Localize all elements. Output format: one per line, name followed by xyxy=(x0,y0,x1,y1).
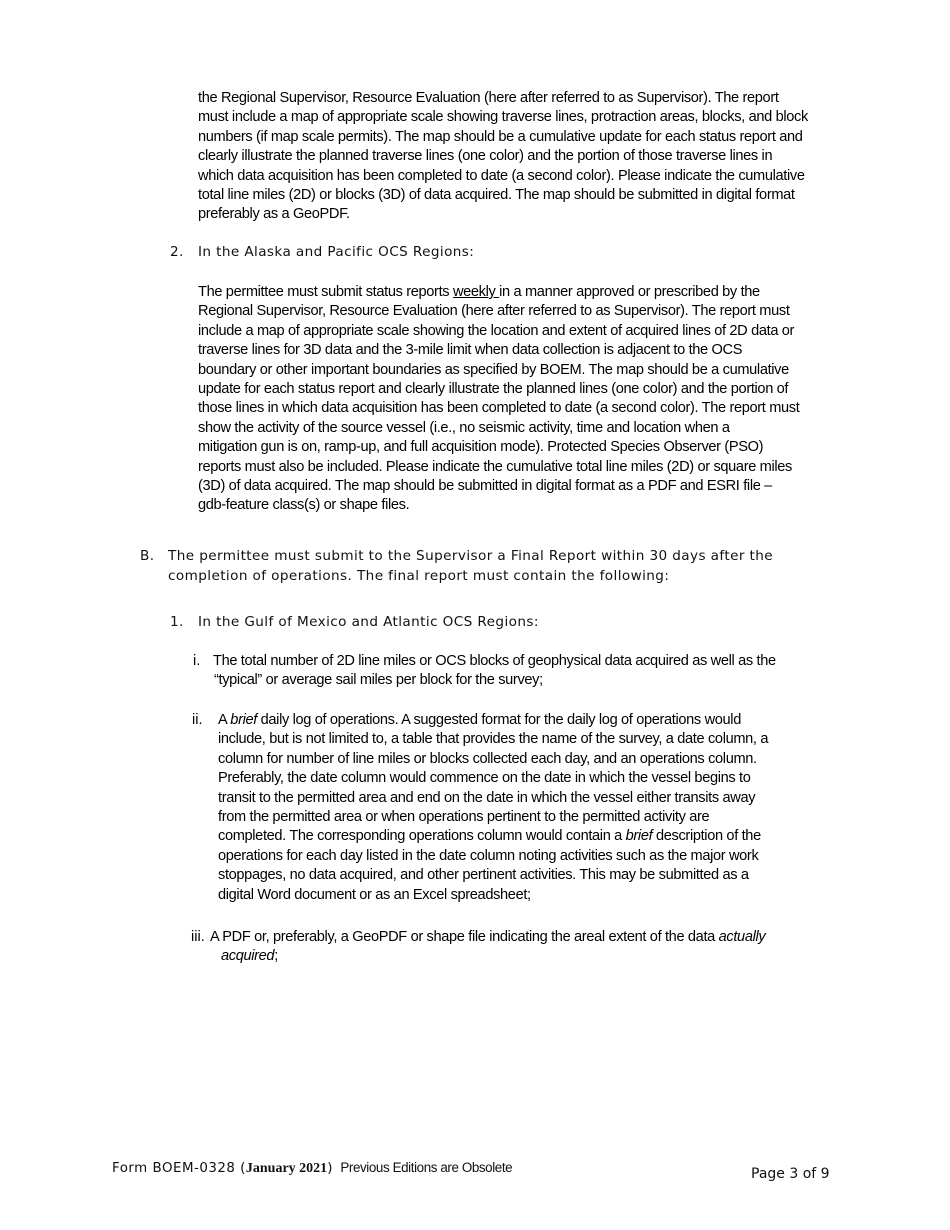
sub-item-iii-label: iii. xyxy=(191,929,205,945)
underlined-weekly: weekly xyxy=(452,284,500,300)
paragraph-line: clearly illustrate the planned traverse lines (one color) and the portion of those traverse lines in xyxy=(198,148,773,165)
paragraph-line: operations for each day listed in the date column noting activities such as the major work xyxy=(218,847,759,864)
item-a2-heading xyxy=(170,242,474,262)
paragraph-line: include a map of appropriate scale showing the location and extent of acquired lines of 2D data or xyxy=(198,322,795,339)
paragraph-line: Preferably, the date column would commence on the date in which the vessel begins to xyxy=(218,770,751,787)
footer-form-info xyxy=(112,1160,512,1177)
item-b1-heading xyxy=(170,612,539,632)
form-close: ) xyxy=(327,1161,333,1176)
italic-brief: brief xyxy=(625,828,653,845)
item-number: 1. xyxy=(170,614,184,630)
paragraph-line: gdb-feature class(s) or shape files. xyxy=(198,497,410,514)
section-letter: B. xyxy=(140,548,155,564)
paragraph-line: which data acquisition has been completed to date (a second color). Please indicate the cumulative xyxy=(198,167,805,184)
text-run: ; xyxy=(274,948,278,965)
paragraph-line: mitigation gun is on, ramp-up, and full acquisition mode). Protected Species Observer (PSO) xyxy=(198,439,764,456)
item-number: 2. xyxy=(170,244,184,260)
paragraph-line: traverse lines for 3D data and the 3-mile limit when data collection is adjacent to the OCS xyxy=(198,342,743,359)
paragraph-line: include, but is not limited to, a table that provides the name of the survey, a date column, a xyxy=(218,731,769,748)
page-number: Page 3 of 9 xyxy=(751,1166,830,1182)
paragraph-line: total line miles (2D) or blocks (3D) of data acquired. The map should be submitted in digital format xyxy=(198,187,795,204)
text-run: A PDF or, preferably, a GeoPDF or shape file indicating the areal extent of the data xyxy=(210,929,719,945)
paragraph-line: column for number of line miles or blocks collected each day, and an operations column. xyxy=(218,750,757,767)
paragraph-line: from the permitted area or when operations pertinent to the permitted activity are xyxy=(218,809,710,826)
text-run: The permittee must submit status reports xyxy=(198,284,453,300)
section-line: The permittee must submit to the Supervisor a Final Report within 30 days after the xyxy=(168,548,774,564)
text-run: in a manner approved or prescribed by the xyxy=(499,284,760,300)
paragraph-line: “typical” or average sail miles per block for the survey; xyxy=(214,672,543,689)
paragraph-line: stoppages, no data acquired, and other pertinent activities. This may be submitted as a xyxy=(218,867,749,884)
intro-paragraph xyxy=(198,89,808,225)
paragraph-line: boundary or other important boundaries as specified by BOEM. The map should be a cumulative xyxy=(198,361,789,378)
form-label: Form BOEM-0328 ( xyxy=(112,1161,246,1176)
text-run: completed. The corresponding operations column would contain a xyxy=(218,828,626,845)
paragraph-line: The total number of 2D line miles or OCS blocks of geophysical data acquired as well as the xyxy=(213,653,776,669)
section-b-letter xyxy=(140,546,154,566)
paragraph-line: the Regional Supervisor, Resource Evaluation (here after referred to as Supervisor). The report xyxy=(198,90,779,106)
italic-acquired: acquired xyxy=(221,948,275,965)
paragraph-line: Regional Supervisor, Resource Evaluation (here after referred to as Supervisor). The report must xyxy=(198,303,790,320)
sub-item-iii-text xyxy=(212,928,765,967)
section-line: completion of operations. The final report must contain the following: xyxy=(168,568,670,584)
previous-editions-note: Previous Editions are Obsolete xyxy=(340,1160,513,1175)
form-date: January 2021 xyxy=(245,1161,328,1176)
item-heading-text: In the Alaska and Pacific OCS Regions: xyxy=(197,244,475,260)
paragraph-line xyxy=(212,947,765,966)
paragraph-line: reports must also be included. Please indicate the cumulative total line miles (2D) or square miles xyxy=(198,458,792,475)
paragraph-line xyxy=(210,928,765,947)
paragraph-line: preferably as a GeoPDF. xyxy=(198,206,350,223)
italic-brief: brief xyxy=(230,712,257,728)
paragraph-line: transit to the permitted area and end on the date in which the vessel either transits away xyxy=(218,789,756,806)
paragraph-line: update for each status report and clearly illustrate the planned lines (one color) and the portion of xyxy=(198,381,789,398)
section-b-text xyxy=(168,546,773,586)
sub-item-i-label: i. xyxy=(193,653,201,669)
paragraph-line: must include a map of appropriate scale showing traverse lines, protraction areas, blocks, and block xyxy=(198,109,808,126)
sub-item-i-text xyxy=(213,652,776,691)
item-heading-text: In the Gulf of Mexico and Atlantic OCS Regions: xyxy=(197,614,539,630)
paragraph-line xyxy=(218,711,768,730)
paragraph-line: show the activity of the source vessel (i.e., no seismic activity, time and location when a xyxy=(198,419,730,436)
italic-actually: actually xyxy=(718,929,766,945)
text-run: A xyxy=(218,712,231,728)
sub-item-ii-label: ii. xyxy=(192,712,203,728)
paragraph-line xyxy=(198,283,799,302)
paragraph-line: those lines in which data acquisition has been completed to date (a second color). The report must xyxy=(198,400,800,417)
paragraph-line: digital Word document or as an Excel spreadsheet; xyxy=(218,886,531,903)
paragraph-line: (3D) of data acquired. The map should be submitted in digital format as a PDF and ESRI file – xyxy=(198,478,772,495)
paragraph-line xyxy=(218,827,768,846)
text-run: daily log of operations. A suggested format for the daily log of operations would xyxy=(256,712,741,728)
item-a2-paragraph xyxy=(198,283,799,516)
text-run: description of the xyxy=(652,828,761,845)
paragraph-line: numbers (if map scale permits). The map should be a cumulative update for each status report and xyxy=(198,128,803,145)
sub-item-ii-text xyxy=(218,711,768,905)
